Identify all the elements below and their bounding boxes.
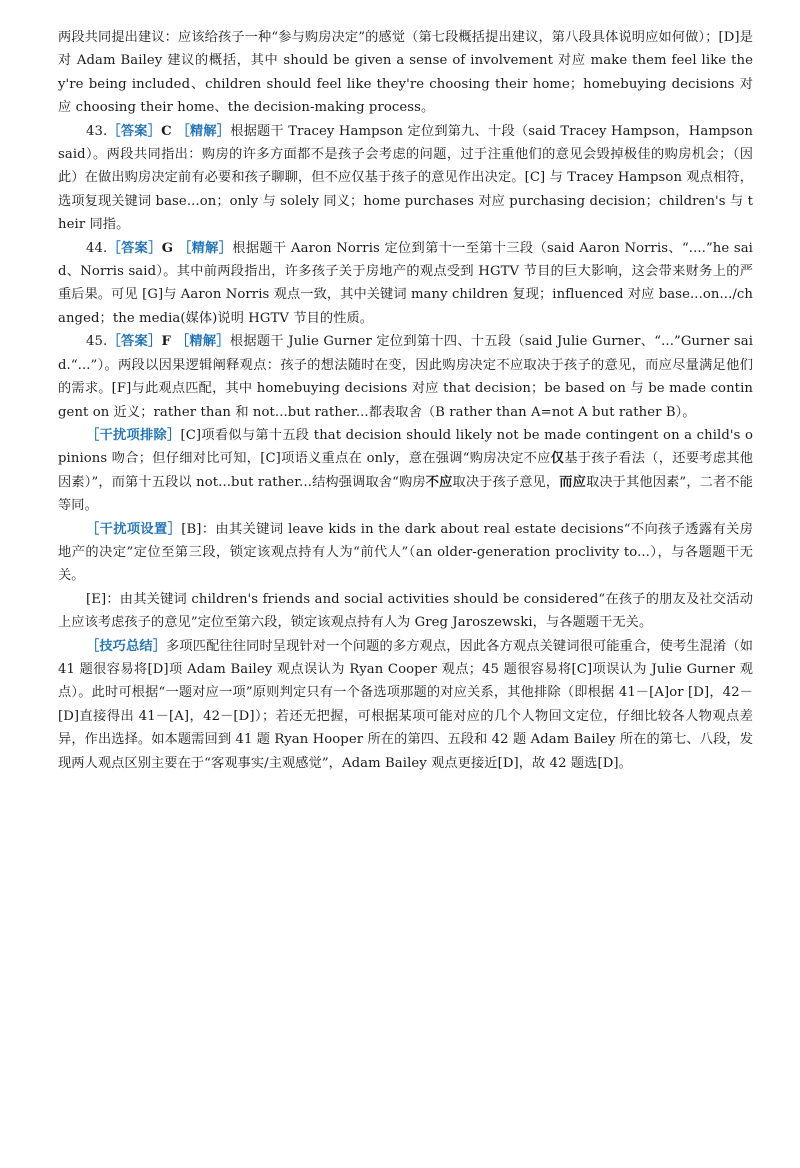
paragraph-p_gr3 — [58, 588, 753, 635]
emphasis-text: G — [161, 240, 179, 256]
body-text: [C]项看似与第十五段 that decision should likely not be made contingent on a child's opinions 吻合；但仔细对比可知，[C]项语义重点在 only，意在强调“购房决定不应 — [58, 427, 754, 467]
section-label: ［技巧总结］ — [86, 638, 167, 654]
section-label: ［答案］ — [107, 123, 162, 139]
body-text: 根据题干 Julie Gurner 定位到第十四、十五段（said Julie Gurner、“...”Gurner said.“...”）。两段以因果逻辑阐释观点：孩子的想法随时在变，因此购房决定不应取决于孩子的意见，而应尽量满足他们的需求。[F]与此观点匹配，其中 homebuying decisions 对应 that decision；be based on 与 be made contingent on 近义；rather than 和 not...but rather...都表取舍（B rather than A=not A but rather B）。 — [58, 334, 754, 420]
section-label: ［精解］ — [176, 123, 231, 139]
paragraph-p0 — [58, 26, 753, 120]
body-text: 43. — [86, 123, 108, 139]
section-label: ［答案］ — [107, 240, 162, 256]
body-text: 两段共同提出建议：应该给孩子一种“参与购房决定”的感觉（第七段概括提出建议，第八段具体说明应如何做）；[D]是对 Adam Bailey 建议的概括，其中 should be given a sense of involvement 对应 make them feel like they're being included、children should feel like they're choosing their home；homebuying decisions 对应 choosing their home、the decision-making process。 — [58, 30, 753, 116]
section-label: ［精解］ — [178, 240, 233, 256]
body-text: 根据题干 Tracey Hampson 定位到第九、十段（said Tracey Hampson，Hampson said）。两段共同指出：购房的许多方面都不是孩子会考虑的问题，过于注重他们的意见会毁掉极佳的购房机会；（因此）在做出购房决定前有必要和孩子聊聊，但不应仅基于孩子的意见作出决定。[C] 与 Tracey Hampson 观点相符，选项复现关键词 base...on；only 与 solely 同义；home purchases 对应 purchasing decision；children's 与 their 同指。 — [58, 123, 753, 233]
body-text: 多项匹配往往同时呈现针对一个问题的多方观点，因此各方观点关键词很可能重合，使考生混淆（如 41 题很容易将[D]项 Adam Bailey 观点误认为 Ryan Cooper 观点；45 题很容易将[C]项误认为 Julie Gurner 观点）。此时可根据“一题对应一项”原则判定只有一个备选项那题的对应关系，其他排除（即根据 41－[A]or [D]，42－[D]直接得出 41－[A]，42－[D]）；若还无把握，可根据某项可能对应的几个人物回文定位，仔细比较各人物观点差异，作出选择。如本题需回到 41 题 Ryan Hooper 所在的第四、五段和 42 题 Adam Bailey 所在的第七、八段，发现两人观点区别主要在于“客观事实/主观感觉”，Adam Bailey 观点更接近[D]，故 42 题选[D]。 — [58, 638, 753, 771]
emphasis-text: 而应 — [559, 474, 586, 490]
emphasis-text: F — [161, 334, 176, 350]
paragraph-p_gr2 — [58, 518, 753, 588]
body-text: [B]：由其关键词 leave kids in the dark about real estate decisions“不向孩子透露有关房地产的决定”定位至第三段，锁定该观点持有人为“前代人”（an older-generation proclivity to...），与各题题干无关。 — [58, 521, 753, 584]
paragraph-p44 — [58, 237, 753, 331]
paragraph-p45 — [58, 330, 753, 424]
paragraph-p43 — [58, 120, 753, 237]
paragraph-p_gr1 — [58, 424, 753, 518]
body-text: 基于孩子看法（，还要考虑其他因素）”，而第十五段以 not...but rather...结构强调取舍“购房 — [58, 451, 753, 490]
emphasis-text: 仅 — [550, 451, 565, 467]
body-text: 45. — [86, 334, 108, 350]
section-label: ［答案］ — [107, 334, 162, 350]
section-label: ［精解］ — [175, 334, 230, 350]
body-text: 取决于其他因素”，二者不能等同。 — [58, 474, 754, 514]
emphasis-text: 不应 — [425, 474, 453, 490]
paragraph-p_tip — [58, 635, 753, 775]
body-text: 取决于孩子意见， — [452, 474, 560, 490]
emphasis-text: C — [161, 123, 177, 139]
body-text: 根据题干 Aaron Norris 定位到第十一至第十三段（said Aaron Norris、“....”he said、Norris said）。其中前两段指出，许多孩子关于房地产的观点受到 HGTV 节目的巨大影响，这会带来财务上的严重后果。可见 [G]与 Aaron Norris 观点一致，其中关键词 many children 复现；influenced 对应 base...on.../changed；the media(媒体)说明 HGTV 节目的性质。 — [58, 240, 753, 326]
body-text: [E]：由其关键词 children's friends and social activities should be considered“在孩子的朋友及社交活动上应该考虑孩子的意见”定位至第六段，锁定该观点持有人为 Greg Jaroszewski，与各题题干无关。 — [58, 591, 753, 631]
section-label: ［干扰项排除］ — [86, 427, 181, 443]
section-label: ［干扰项设置］ — [86, 521, 182, 537]
body-text: 44. — [86, 240, 108, 256]
